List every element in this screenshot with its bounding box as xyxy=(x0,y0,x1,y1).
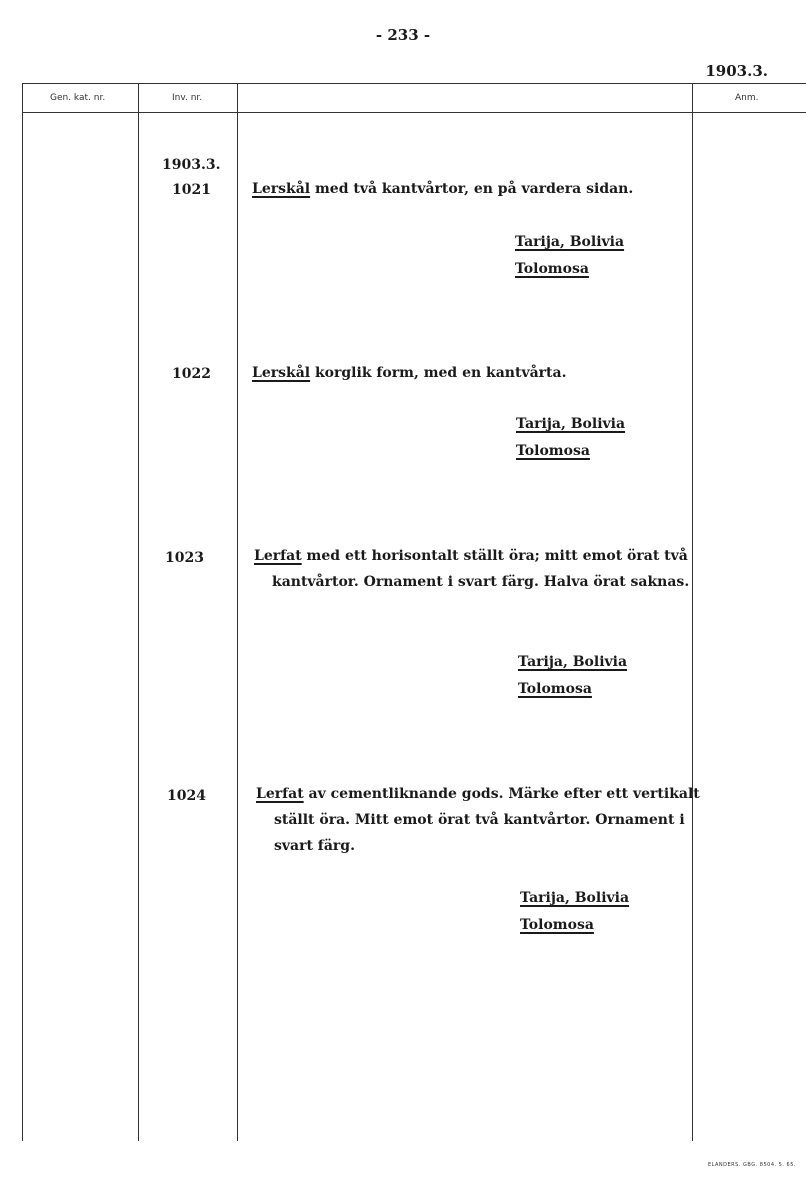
entry-term: Lerskål xyxy=(252,365,311,381)
entry-term: Lerskål xyxy=(252,181,311,197)
entry-inv-number: 1024 xyxy=(167,788,206,804)
entry-provenance xyxy=(515,229,624,283)
entry-place: Tarija, Bolivia xyxy=(518,654,628,670)
entry-locality: Tolomosa xyxy=(515,261,589,277)
entry-inv-number: 1022 xyxy=(172,366,211,382)
corner-reference: 1903.3. xyxy=(705,62,768,80)
column-rule-anm xyxy=(692,83,693,1141)
entry-description xyxy=(254,543,702,595)
entry-description xyxy=(252,176,700,202)
entry-provenance xyxy=(518,649,627,703)
header-rule xyxy=(22,112,806,113)
entry-place: Tarija, Bolivia xyxy=(520,890,630,906)
entry-text: med två kantvårtor, en på vardera sidan. xyxy=(310,181,634,197)
entry-text: med ett horisontalt ställt öra; mitt emot örat två kantvårtor. Ornament i svart färg. Halva örat saknas. xyxy=(272,548,690,590)
entry-description xyxy=(256,781,704,859)
top-rule xyxy=(22,83,806,84)
page-number: - 233 - xyxy=(375,26,431,44)
column-header-anm: Anm. xyxy=(735,93,759,103)
entry-locality: Tolomosa xyxy=(516,443,590,459)
column-header-gen-kat: Gen. kat. nr. xyxy=(50,93,106,103)
column-header-inv: Inv. nr. xyxy=(172,93,203,103)
entry-inv-number: 1023 xyxy=(165,550,204,566)
entry-term: Lerfat xyxy=(256,786,304,802)
entry-place: Tarija, Bolivia xyxy=(515,234,625,250)
column-rule-left xyxy=(22,83,23,1141)
entry-text: korglik form, med en kantvårta. xyxy=(310,365,567,381)
column-rule-inv xyxy=(237,83,238,1141)
column-rule-gen xyxy=(138,83,139,1141)
inv-prefix: 1903.3. xyxy=(162,157,221,173)
entry-provenance xyxy=(516,411,625,465)
printer-imprint: ELANDERS. GBG. 8504. 5. 65. xyxy=(707,1162,796,1168)
entry-description xyxy=(252,360,700,386)
entry-provenance xyxy=(520,885,629,939)
entry-locality: Tolomosa xyxy=(520,917,594,933)
entry-locality: Tolomosa xyxy=(518,681,592,697)
entry-place: Tarija, Bolivia xyxy=(516,416,626,432)
entry-text: av cementliknande gods. Märke efter ett vertikalt ställt öra. Mitt emot örat två kantvårtor. Ornament i svart färg. xyxy=(274,786,700,854)
entry-term: Lerfat xyxy=(254,548,302,564)
entry-inv-number: 1021 xyxy=(172,182,211,198)
